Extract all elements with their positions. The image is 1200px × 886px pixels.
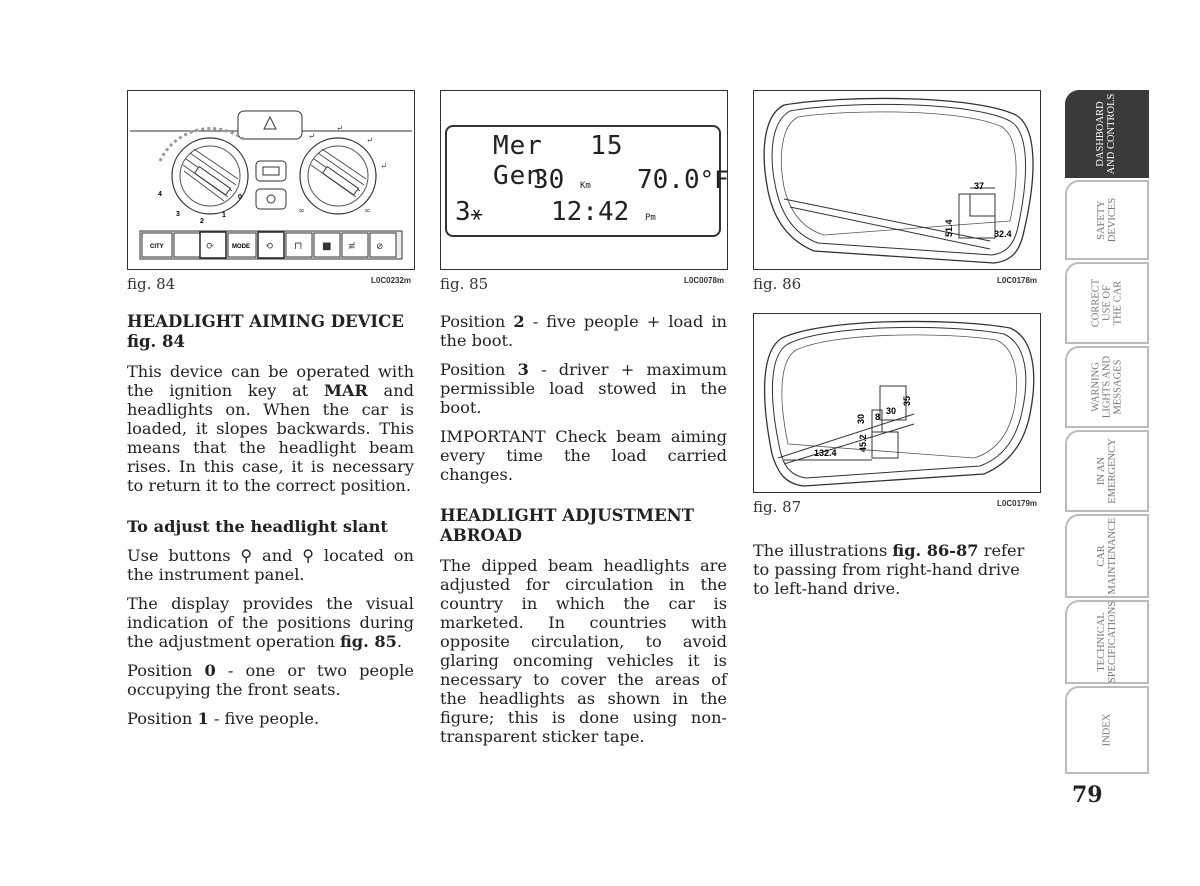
fig87-code: L0C0179m <box>997 499 1038 508</box>
dim-32-4: 32.4 <box>994 229 1012 239</box>
paragraph-aiming-intro: This device can be operated with the ignition key at MAR and headlights on. When the car is loaded, it slopes backwards. This means that the headlight beam rises. In this case, it is necessary to return it to the correct position. <box>127 362 414 495</box>
svg-text:⟲: ⟲ <box>265 241 274 252</box>
headlight-outline-87 <box>754 314 1040 492</box>
tab-maintenance[interactable]: CAR MAINTENANCE <box>1065 514 1149 598</box>
lcd-screen <box>445 125 729 237</box>
figure-84-control-panel <box>127 90 415 270</box>
fig84-caption: fig. 84 <box>127 275 176 293</box>
mode-button-label: MODE <box>232 244 250 250</box>
dial-num-4: 4 <box>158 191 162 198</box>
headlight-icon: ⚹ <box>470 201 483 225</box>
dim-30b: 30 <box>856 413 866 424</box>
paragraph-use-buttons: Use buttons ⚲ and ⚲ located on the instrument panel. <box>127 546 414 584</box>
svg-text:⟳: ⟳ <box>206 241 215 252</box>
dim-132-4: 132.4 <box>814 448 837 458</box>
fig84-code: L0C0232m <box>371 276 412 285</box>
fig87-caption: fig. 87 <box>753 498 802 516</box>
text-column-1 <box>127 312 414 738</box>
figure-86-headlight-rhd <box>753 90 1041 270</box>
dial-num-0: 0 <box>238 194 242 201</box>
figure-85-lcd-display <box>440 90 728 270</box>
paragraph-position-2: Position 2 - five people + load in the boot. <box>440 312 727 350</box>
lcd-day: Mer <box>493 131 543 161</box>
heading-headlight-aiming: HEADLIGHT AIMING DEVICE fig. 84 <box>127 312 404 351</box>
paragraph-abroad: The dipped beam headlights are adjusted for circulation in the country in which the car is marketed. In countries with opposite circulation, to avoid glaring oncoming vehicles it is necessary to cover the areas of the headlights as shown in the figure; this is done using non-transparent sticker tape. <box>440 556 727 746</box>
svg-text:∞: ∞ <box>298 206 305 215</box>
headlight-outline-86 <box>754 91 1040 269</box>
dim-8: 8 <box>875 412 881 422</box>
city-button-label: CITY <box>150 244 164 250</box>
fig86-code: L0C0178m <box>997 276 1038 285</box>
tab-safety-devices[interactable]: SAFETY DEVICES <box>1065 180 1149 260</box>
dim-35: 35 <box>902 395 912 406</box>
tab-dashboard-controls[interactable]: DASHBOARD AND CONTROLS <box>1065 90 1149 178</box>
svg-text:∞: ∞ <box>364 206 371 215</box>
text-column-2 <box>440 312 727 756</box>
headlight-up-icon: ⚲ <box>240 546 253 565</box>
svg-text:⤶: ⤶ <box>366 136 374 146</box>
tab-technical-specs[interactable]: TECHNICAL SPECIFICATIONS <box>1065 600 1149 684</box>
tab-emergency[interactable]: IN AN EMERGENCY <box>1065 430 1149 512</box>
lcd-time: 12:42 <box>551 197 630 227</box>
figure-87-headlight-lhd <box>753 313 1041 493</box>
svg-text:⤶: ⤶ <box>308 132 316 142</box>
paragraph-illustrations: The illustrations fig. 86-87 refer to passing from right-hand drive to left-hand drive. <box>753 541 1025 598</box>
svg-text:≢: ≢ <box>348 242 356 252</box>
svg-text:■: ■ <box>322 241 332 252</box>
dim-45-2: 45.2 <box>858 434 868 452</box>
paragraph-position-1: Position 1 - five people. <box>127 709 320 728</box>
paragraph-important: IMPORTANT Check beam aiming every time the load carried changes. <box>440 427 727 484</box>
paragraph-position-3: Position 3 - driver + maximum permissible load stowed in the boot. <box>440 360 727 417</box>
dim-37: 37 <box>974 181 985 191</box>
paragraph-position-0: Position 0 - one or two people occupying the front seats. <box>127 661 414 699</box>
headlight-down-icon: ⚲ <box>302 546 315 565</box>
svg-text:⊘: ⊘ <box>376 242 384 252</box>
fig85-code: L0C0078m <box>684 276 725 285</box>
lcd-date: 15 <box>590 131 624 161</box>
heading-adjustment-abroad: HEADLIGHT ADJUSTMENT ABROAD <box>440 506 695 545</box>
dial-num-1: 1 <box>222 212 226 219</box>
paragraph-display: The display provides the visual indication of the positions during the adjustment operation fig. 85. <box>127 594 414 651</box>
control-panel-illustration <box>128 91 414 269</box>
lcd-temp: 70.0 <box>637 165 700 195</box>
dim-30a: 30 <box>886 406 897 416</box>
fig86-caption: fig. 86 <box>753 275 802 293</box>
tab-warning-lights[interactable]: WARNING LIGHTS AND MESSAGES <box>1065 346 1149 428</box>
lcd-month: Gen <box>493 161 543 191</box>
lcd-position: 3 <box>455 197 471 227</box>
tab-index[interactable]: INDEX <box>1065 686 1149 774</box>
fig85-caption: fig. 85 <box>440 275 489 293</box>
svg-text:⊓: ⊓ <box>294 241 303 252</box>
lcd-km-unit: Km <box>579 181 591 191</box>
lcd-km-value: 30 <box>533 165 565 195</box>
lcd-pm: Pm <box>644 213 656 223</box>
lcd-temp-unit: °F <box>699 166 729 194</box>
svg-text:⤶: ⤶ <box>336 124 344 134</box>
dim-51-4: 51.4 <box>944 219 954 237</box>
svg-text:⤶: ⤶ <box>380 162 388 172</box>
text-column-3 <box>753 541 1040 608</box>
dial-num-3: 3 <box>176 211 180 218</box>
tab-correct-use[interactable]: CORRECT USE OF THE CAR <box>1065 262 1149 344</box>
page-number: 79 <box>1072 782 1103 808</box>
heading-adjust-slant: To adjust the headlight slant <box>127 517 388 536</box>
dial-num-2: 2 <box>200 218 204 225</box>
